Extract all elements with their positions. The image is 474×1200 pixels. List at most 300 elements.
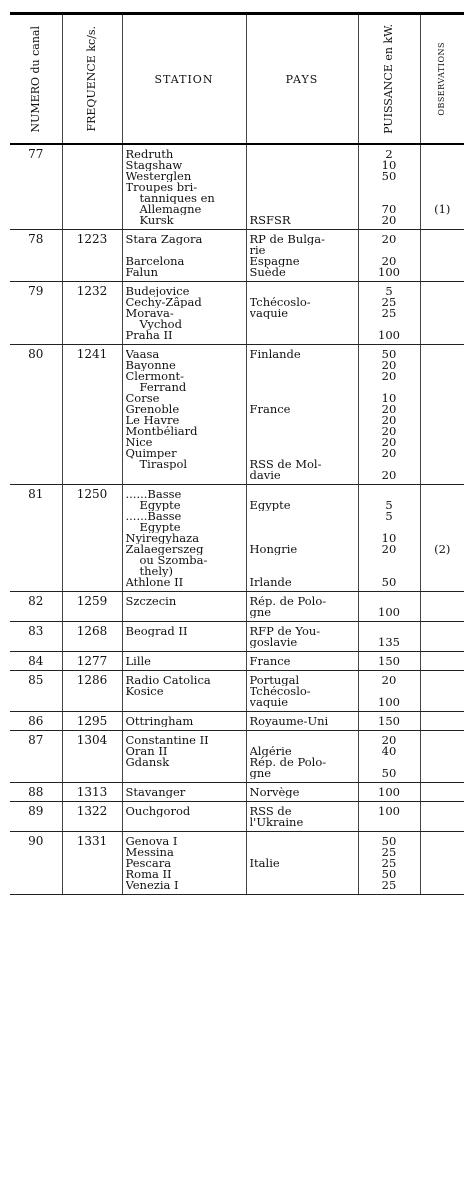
power-value: 25 bbox=[381, 858, 397, 869]
power-value: 50 bbox=[381, 768, 397, 779]
station-cell bbox=[122, 731, 246, 783]
power-cell bbox=[358, 622, 420, 652]
header-puissance bbox=[358, 14, 420, 145]
station-name: Zalaegerszeg bbox=[125, 544, 204, 555]
country-name: Suède bbox=[249, 267, 286, 278]
observation-cell bbox=[420, 652, 464, 671]
observation-note bbox=[424, 880, 462, 891]
frequency-value: 1331 bbox=[76, 834, 108, 848]
channel-number: 84 bbox=[28, 654, 44, 668]
observation-cell bbox=[420, 712, 464, 731]
station-cell bbox=[122, 802, 246, 832]
frequency-cell bbox=[62, 731, 122, 783]
power-value bbox=[362, 382, 417, 393]
station-name: Beograd II bbox=[125, 626, 188, 637]
observation-cell bbox=[420, 282, 464, 345]
country-name: Finlande bbox=[249, 349, 301, 360]
table-row bbox=[10, 592, 464, 622]
station-name: Venezia I bbox=[125, 880, 179, 891]
country-name: RSS de bbox=[249, 806, 292, 817]
station-name: Falun bbox=[125, 267, 159, 278]
observation-note bbox=[424, 267, 462, 278]
country-name: Algérie bbox=[249, 746, 292, 757]
observation-note bbox=[424, 382, 462, 393]
station-name: Vaasa bbox=[125, 349, 160, 360]
station-name bbox=[126, 607, 243, 618]
station-name: ......Basse bbox=[125, 489, 182, 500]
observation-cell bbox=[420, 230, 464, 282]
observation-note bbox=[424, 596, 462, 607]
power-value bbox=[362, 193, 417, 204]
header-observations bbox=[420, 14, 464, 145]
station-name: tanniques en bbox=[139, 193, 215, 204]
channel-number-cell bbox=[10, 802, 62, 832]
observation-note bbox=[424, 330, 462, 341]
power-value: 50 bbox=[381, 577, 397, 588]
table-row bbox=[10, 282, 464, 345]
country-cell bbox=[246, 345, 358, 485]
channel-number: 89 bbox=[28, 804, 44, 818]
power-cell bbox=[358, 783, 420, 802]
power-value: 20 bbox=[381, 360, 397, 371]
observation-note bbox=[424, 415, 462, 426]
country-name: Hongrie bbox=[249, 544, 298, 555]
country-name: RSFSR bbox=[249, 215, 291, 226]
power-value: 70 bbox=[381, 204, 397, 215]
observation-cell bbox=[420, 802, 464, 832]
station-name: Tiraspol bbox=[139, 459, 188, 470]
power-value: 20 bbox=[381, 544, 397, 555]
channel-number: 88 bbox=[28, 785, 44, 799]
country-name bbox=[250, 426, 355, 437]
country-cell bbox=[246, 731, 358, 783]
country-name bbox=[250, 319, 355, 330]
country-name bbox=[250, 415, 355, 426]
station-name: Montbéliard bbox=[125, 426, 198, 437]
power-value: 20 bbox=[381, 470, 397, 481]
power-value: 100 bbox=[378, 787, 400, 798]
country-name: vaquie bbox=[249, 697, 289, 708]
power-value bbox=[362, 686, 417, 697]
observation-note bbox=[424, 869, 462, 880]
country-name bbox=[250, 735, 355, 746]
channel-number-cell bbox=[10, 783, 62, 802]
station-cell bbox=[122, 485, 246, 592]
power-value bbox=[362, 566, 417, 577]
observation-note bbox=[424, 360, 462, 371]
observation-note bbox=[424, 245, 462, 256]
observation-note bbox=[424, 806, 462, 817]
observation-note bbox=[424, 577, 462, 588]
country-name bbox=[250, 555, 355, 566]
observation-note bbox=[424, 675, 462, 686]
station-cell bbox=[122, 622, 246, 652]
station-name: Stagshaw bbox=[125, 160, 183, 171]
channel-number: 86 bbox=[28, 714, 44, 728]
observation-note bbox=[424, 522, 462, 533]
station-name: Constantine II bbox=[125, 735, 209, 746]
country-name bbox=[250, 204, 355, 215]
power-value bbox=[362, 245, 417, 256]
frequency-cell bbox=[62, 671, 122, 712]
country-name: Tchécoslo- bbox=[249, 686, 311, 697]
power-value: 5 bbox=[385, 286, 393, 297]
observation-note bbox=[424, 847, 462, 858]
power-value: 25 bbox=[381, 880, 397, 891]
power-value: 5 bbox=[385, 511, 393, 522]
country-name bbox=[250, 149, 355, 160]
power-value bbox=[362, 817, 417, 828]
station-name bbox=[126, 697, 243, 708]
station-name: Budejovice bbox=[125, 286, 190, 297]
station-name: Corse bbox=[125, 393, 160, 404]
power-value: 20 bbox=[381, 675, 397, 686]
channel-number-cell bbox=[10, 144, 62, 230]
station-name: Athlone II bbox=[125, 577, 184, 588]
header-pays bbox=[246, 14, 358, 145]
channel-number-cell bbox=[10, 485, 62, 592]
station-name: Vychod bbox=[139, 319, 182, 330]
channel-number: 90 bbox=[28, 834, 44, 848]
frequency-allocation-table bbox=[10, 12, 464, 895]
country-name: France bbox=[249, 656, 291, 667]
observation-cell bbox=[420, 832, 464, 895]
country-name bbox=[250, 171, 355, 182]
power-value: 50 bbox=[381, 869, 397, 880]
frequency-cell bbox=[62, 592, 122, 622]
power-value: 20 bbox=[381, 404, 397, 415]
country-name bbox=[250, 286, 355, 297]
station-name: Le Havre bbox=[125, 415, 180, 426]
station-name bbox=[126, 637, 243, 648]
country-name bbox=[250, 371, 355, 382]
country-name: davie bbox=[249, 470, 281, 481]
country-name bbox=[250, 360, 355, 371]
channel-number: 79 bbox=[28, 284, 44, 298]
station-cell bbox=[122, 230, 246, 282]
frequency-cell bbox=[62, 345, 122, 485]
frequency-value: 1304 bbox=[76, 733, 108, 747]
power-value: 20 bbox=[381, 735, 397, 746]
header-frequence-text: FREQUENCE kc/s. bbox=[85, 26, 98, 132]
station-name: Clermont- bbox=[125, 371, 185, 382]
country-name bbox=[250, 393, 355, 404]
station-cell bbox=[122, 345, 246, 485]
country-name bbox=[250, 847, 355, 858]
station-cell bbox=[122, 592, 246, 622]
country-name: vaquie bbox=[249, 308, 289, 319]
frequency-value: 1295 bbox=[76, 714, 108, 728]
channel-number-cell bbox=[10, 832, 62, 895]
header-puissance-text: PUISSANCE en kW. bbox=[382, 24, 395, 134]
observation-note: (2) bbox=[434, 544, 451, 555]
station-name: Morava- bbox=[125, 308, 174, 319]
station-name: Messina bbox=[125, 847, 174, 858]
station-name: ou Szomba- bbox=[139, 555, 208, 566]
power-value: 50 bbox=[381, 836, 397, 847]
country-name: RSS de Mol- bbox=[249, 459, 322, 470]
power-cell bbox=[358, 731, 420, 783]
station-name: Kursk bbox=[139, 215, 174, 226]
table-header bbox=[10, 14, 464, 145]
observation-note bbox=[424, 297, 462, 308]
frequency-cell bbox=[62, 622, 122, 652]
frequency-value: 1268 bbox=[76, 624, 108, 638]
station-name: Radio Catolica bbox=[125, 675, 211, 686]
country-cell bbox=[246, 282, 358, 345]
station-name bbox=[126, 470, 243, 481]
power-cell bbox=[358, 282, 420, 345]
channel-number-cell bbox=[10, 731, 62, 783]
frequency-cell bbox=[62, 652, 122, 671]
channel-number: 77 bbox=[28, 147, 44, 161]
table-row bbox=[10, 832, 464, 895]
station-name: Ottringham bbox=[125, 716, 194, 727]
table-row bbox=[10, 652, 464, 671]
station-name: thely) bbox=[139, 566, 173, 577]
observation-note bbox=[424, 234, 462, 245]
power-value: 20 bbox=[381, 437, 397, 448]
power-value bbox=[362, 757, 417, 768]
station-name: Lille bbox=[125, 656, 151, 667]
channel-number: 82 bbox=[28, 594, 44, 608]
power-value: 150 bbox=[378, 716, 400, 727]
observation-note bbox=[424, 607, 462, 618]
power-value bbox=[362, 522, 417, 533]
country-name bbox=[250, 330, 355, 341]
observation-note bbox=[424, 626, 462, 637]
observation-note bbox=[424, 286, 462, 297]
table-row bbox=[10, 783, 464, 802]
station-name: Nice bbox=[125, 437, 153, 448]
header-observations-text: OBSERVATIONS bbox=[437, 42, 447, 116]
frequency-value: 1286 bbox=[76, 673, 108, 687]
power-value: 135 bbox=[378, 637, 400, 648]
frequency-cell bbox=[62, 832, 122, 895]
station-name: Praha II bbox=[125, 330, 173, 341]
observation-note bbox=[424, 656, 462, 667]
station-cell bbox=[122, 652, 246, 671]
country-cell bbox=[246, 712, 358, 731]
frequency-cell bbox=[62, 230, 122, 282]
country-name: Egypte bbox=[249, 500, 291, 511]
frequency-value: 1259 bbox=[76, 594, 108, 608]
country-name bbox=[250, 869, 355, 880]
station-name: Stara Zagora bbox=[125, 234, 203, 245]
country-name: gne bbox=[249, 768, 272, 779]
station-name: Egypte bbox=[139, 522, 181, 533]
observation-note bbox=[424, 637, 462, 648]
country-cell bbox=[246, 485, 358, 592]
station-name: Quimper bbox=[125, 448, 177, 459]
station-name: Redruth bbox=[125, 149, 174, 160]
observation-note bbox=[424, 437, 462, 448]
country-name: Tchécoslo- bbox=[249, 297, 311, 308]
power-value: 5 bbox=[385, 500, 393, 511]
power-value bbox=[362, 182, 417, 193]
country-cell bbox=[246, 671, 358, 712]
power-value: 25 bbox=[381, 297, 397, 308]
observation-note bbox=[424, 500, 462, 511]
observation-note bbox=[424, 511, 462, 522]
country-name: Espagne bbox=[249, 256, 300, 267]
power-value bbox=[362, 626, 417, 637]
power-value: 100 bbox=[378, 806, 400, 817]
header-numero-text: NUMERO du canal bbox=[28, 25, 42, 133]
channel-number: 83 bbox=[28, 624, 44, 638]
station-cell bbox=[122, 282, 246, 345]
power-value: 20 bbox=[381, 215, 397, 226]
observation-note bbox=[424, 182, 462, 193]
frequency-value: 1232 bbox=[76, 284, 108, 298]
frequency-value: 1277 bbox=[76, 654, 108, 668]
observation-note bbox=[424, 371, 462, 382]
header-numero bbox=[10, 14, 62, 145]
country-name: Portugal bbox=[249, 675, 300, 686]
station-name: Egypte bbox=[139, 500, 181, 511]
station-name: Gdansk bbox=[125, 757, 170, 768]
power-value bbox=[362, 459, 417, 470]
power-value: 25 bbox=[381, 847, 397, 858]
power-value: 50 bbox=[381, 171, 397, 182]
observation-note bbox=[424, 193, 462, 204]
observation-note bbox=[424, 404, 462, 415]
country-cell bbox=[246, 622, 358, 652]
power-value: 2 bbox=[385, 149, 393, 160]
country-name bbox=[250, 522, 355, 533]
header-station bbox=[122, 14, 246, 145]
country-name bbox=[250, 489, 355, 500]
country-name bbox=[250, 511, 355, 522]
country-cell bbox=[246, 144, 358, 230]
station-name bbox=[126, 817, 243, 828]
power-cell bbox=[358, 345, 420, 485]
power-value: 100 bbox=[378, 267, 400, 278]
power-value bbox=[362, 489, 417, 500]
power-value: 20 bbox=[381, 448, 397, 459]
country-name: Rép. de Polo- bbox=[249, 757, 327, 768]
station-cell bbox=[122, 832, 246, 895]
country-name: l'Ukraine bbox=[249, 817, 304, 828]
power-value: 100 bbox=[378, 330, 400, 341]
station-name: Szczecin bbox=[125, 596, 177, 607]
power-value: 20 bbox=[381, 371, 397, 382]
channel-number-cell bbox=[10, 345, 62, 485]
country-cell bbox=[246, 832, 358, 895]
channel-number-cell bbox=[10, 712, 62, 731]
observation-note bbox=[424, 149, 462, 160]
observation-note bbox=[424, 308, 462, 319]
power-value: 25 bbox=[381, 308, 397, 319]
observation-note bbox=[424, 735, 462, 746]
table-body bbox=[10, 144, 464, 895]
observation-note: (1) bbox=[434, 204, 451, 215]
frequency-value: 1241 bbox=[76, 347, 108, 361]
country-cell bbox=[246, 230, 358, 282]
power-cell bbox=[358, 144, 420, 230]
country-cell bbox=[246, 652, 358, 671]
frequency-value: 1250 bbox=[76, 487, 108, 501]
observation-note bbox=[424, 716, 462, 727]
power-cell bbox=[358, 230, 420, 282]
observation-note bbox=[424, 459, 462, 470]
station-name: Troupes bri- bbox=[125, 182, 198, 193]
power-value: 100 bbox=[378, 607, 400, 618]
observation-note bbox=[424, 319, 462, 330]
observation-note bbox=[424, 836, 462, 847]
observation-note bbox=[424, 533, 462, 544]
header-station-text: STATION bbox=[154, 72, 214, 86]
observation-cell bbox=[420, 783, 464, 802]
observation-note bbox=[424, 697, 462, 708]
power-cell bbox=[358, 671, 420, 712]
country-cell bbox=[246, 783, 358, 802]
header-pays-text: PAYS bbox=[285, 72, 319, 86]
observation-note bbox=[424, 757, 462, 768]
country-name bbox=[250, 880, 355, 891]
power-value: 20 bbox=[381, 415, 397, 426]
country-name bbox=[250, 437, 355, 448]
power-value bbox=[362, 555, 417, 566]
observation-cell bbox=[420, 144, 464, 230]
station-name: Bayonne bbox=[125, 360, 176, 371]
table-row bbox=[10, 731, 464, 783]
country-name: Italie bbox=[249, 858, 280, 869]
observation-note bbox=[424, 426, 462, 437]
country-cell bbox=[246, 592, 358, 622]
channel-number-cell bbox=[10, 230, 62, 282]
power-value: 20 bbox=[381, 426, 397, 437]
frequency-cell bbox=[62, 144, 122, 230]
channel-number: 78 bbox=[28, 232, 44, 246]
station-name: Westerglen bbox=[125, 171, 192, 182]
table-row bbox=[10, 345, 464, 485]
observation-note bbox=[424, 787, 462, 798]
power-value: 20 bbox=[381, 234, 397, 245]
station-name: ......Basse bbox=[125, 511, 182, 522]
country-name: France bbox=[249, 404, 291, 415]
country-name bbox=[250, 566, 355, 577]
frequency-cell bbox=[62, 282, 122, 345]
station-name: Nyiregyhaza bbox=[125, 533, 200, 544]
power-value bbox=[362, 596, 417, 607]
country-name bbox=[250, 533, 355, 544]
frequency-cell bbox=[62, 712, 122, 731]
station-cell bbox=[122, 144, 246, 230]
observation-cell bbox=[420, 622, 464, 652]
table-row bbox=[10, 485, 464, 592]
power-cell bbox=[358, 652, 420, 671]
channel-number: 80 bbox=[28, 347, 44, 361]
country-name bbox=[250, 836, 355, 847]
observation-cell bbox=[420, 671, 464, 712]
power-cell bbox=[358, 832, 420, 895]
table-row bbox=[10, 802, 464, 832]
observation-note bbox=[424, 555, 462, 566]
station-cell bbox=[122, 783, 246, 802]
station-name bbox=[126, 768, 243, 779]
observation-note bbox=[424, 349, 462, 360]
station-name: Pescara bbox=[125, 858, 172, 869]
country-name bbox=[250, 160, 355, 171]
channel-number: 85 bbox=[28, 673, 44, 687]
observation-note bbox=[424, 160, 462, 171]
power-value: 10 bbox=[381, 393, 397, 404]
observation-cell bbox=[420, 592, 464, 622]
observation-note bbox=[424, 171, 462, 182]
frequency-value: 1322 bbox=[76, 804, 108, 818]
power-value: 10 bbox=[381, 160, 397, 171]
